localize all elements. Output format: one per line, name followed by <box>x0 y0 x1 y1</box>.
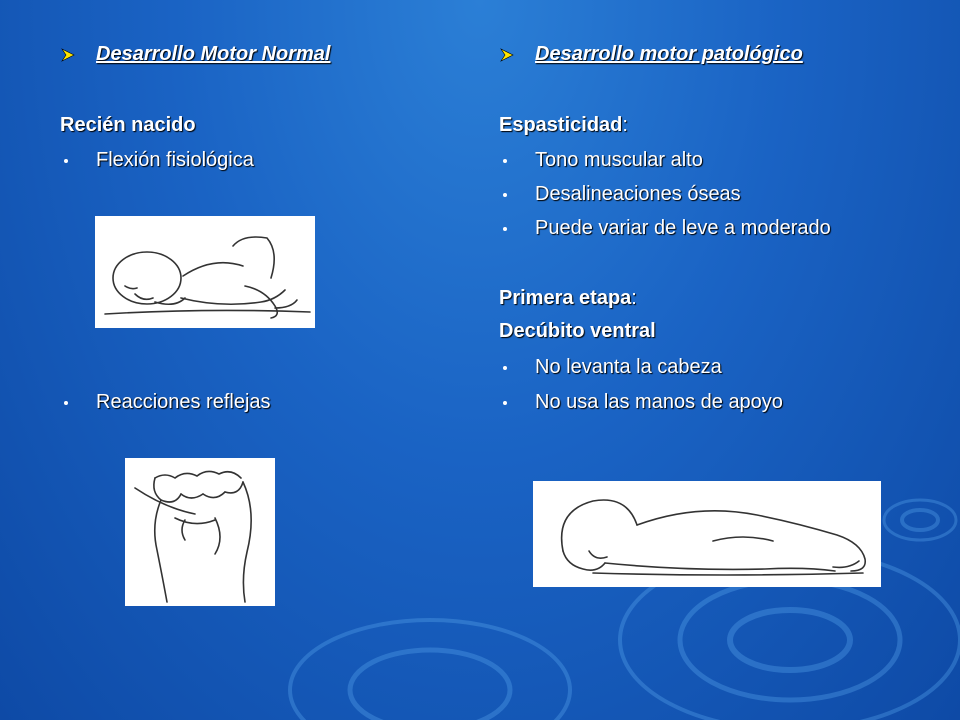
bullet-dot-icon <box>503 366 507 370</box>
arrow-bullet-icon <box>500 48 514 62</box>
bullet-text: Desalineaciones óseas <box>535 183 741 205</box>
bullet-spasticity-3 <box>535 217 831 240</box>
arrow-bullet-icon <box>61 48 75 62</box>
grasping-hand-drawing-icon <box>125 458 275 606</box>
bullet-dot-icon <box>503 227 507 231</box>
bullet-dot-icon <box>503 401 507 405</box>
image-baby-prone <box>533 481 881 587</box>
section-label-prone: Decúbito ventral <box>499 320 656 342</box>
section-label-spasticity <box>499 114 628 137</box>
bullet-prone-2 <box>535 391 783 414</box>
bullet-dot-icon <box>64 401 68 405</box>
image-grasp-reflex <box>125 458 275 606</box>
label-text: Primera etapa <box>499 287 632 309</box>
bullet-text: Puede variar de leve a moderado <box>535 217 831 239</box>
bullet-text: Tono muscular alto <box>535 149 703 171</box>
right-heading: Desarrollo motor patológico <box>535 43 803 65</box>
left-heading: Desarrollo Motor Normal <box>96 43 331 65</box>
bullet-text: Flexión fisiológica <box>96 149 254 171</box>
bullet-prone-1 <box>535 356 722 379</box>
bullet-reflexes <box>96 391 271 414</box>
label-colon: : <box>622 114 628 136</box>
sleeping-baby-drawing-icon <box>95 216 315 328</box>
bullet-text: No usa las manos de apoyo <box>535 391 783 413</box>
bullet-spasticity-2 <box>535 183 741 206</box>
bullet-dot-icon <box>64 159 68 163</box>
prone-baby-drawing-icon <box>533 481 881 587</box>
bullet-dot-icon <box>503 159 507 163</box>
bullet-text: No levanta la cabeza <box>535 356 722 378</box>
section-label-newborn: Recién nacido <box>60 114 196 136</box>
bullet-dot-icon <box>503 193 507 197</box>
label-text: Espasticidad <box>499 114 623 136</box>
image-baby-flexion <box>95 216 315 328</box>
bullet-text: Reacciones reflejas <box>96 391 271 413</box>
bullet-spasticity-1 <box>535 149 703 172</box>
label-colon: : <box>631 287 637 309</box>
section-label-first-stage <box>499 287 637 310</box>
bullet-flexion <box>96 149 254 172</box>
